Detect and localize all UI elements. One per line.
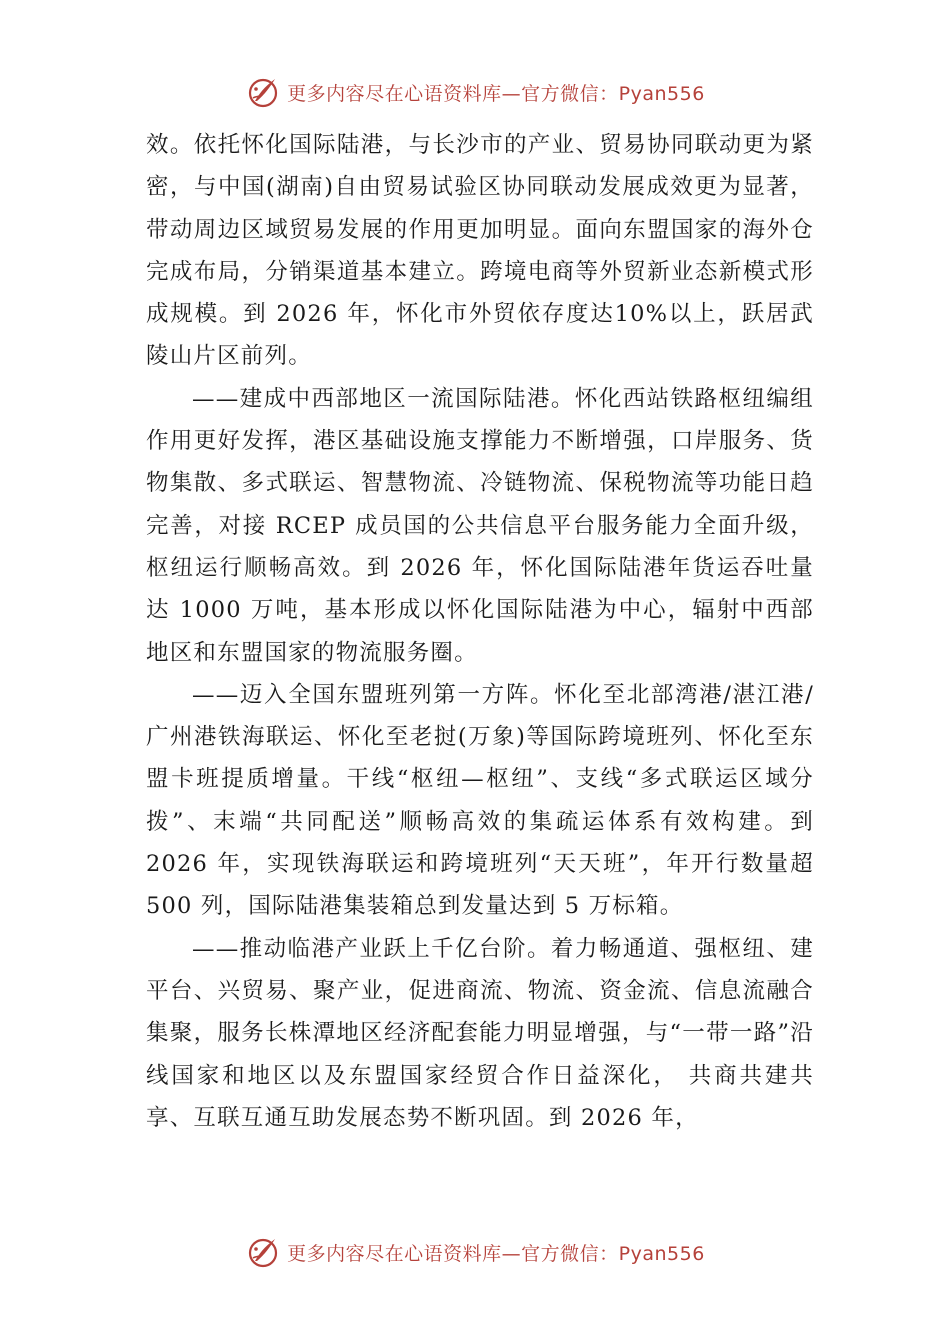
watermark-footer (0, 1232, 950, 1272)
quill-logo-icon (245, 1234, 281, 1270)
paragraph: ——建成中西部地区一流国际陆港。怀化西站铁路枢纽编组作用更好发挥，港区基础设施支撑能力不断增强，口岸服务、货物集散、多式联运、智慧物流、冷链物流、保税物流等功能日趋完善，对接 RCEP 成员国的公共信息平台服务能力全面升级，枢纽运行顺畅高效。到 2026 年，怀化国际陆港年货运吞吐量达 1000 万吨，基本形成以怀化国际陆港为中心，辐射中西部地区和东盟国家的物流服务圈。 (146, 385, 814, 666)
paragraph: ——推动临港产业跃上千亿台阶。着力畅通道、强枢纽、建平台、兴贸易、聚产业，促进商流、物流、资金流、信息流融合集聚，服务长株潭地区经济配套能力明显增强，与“一带一路”沿线国家和地区以及东盟国家经贸合作日益深化， 共商共建共享、互联互通互助发展态势不断巩固。到 2026 年， (146, 935, 814, 1131)
watermark-text: 更多内容尽在心语资料库—官方微信：Pyan556 (287, 1242, 705, 1265)
document-body (146, 124, 814, 1139)
paragraph: ——迈入全国东盟班列第一方阵。怀化至北部湾港/湛江港/广州港铁海联运、怀化至老挝(万象)等国际跨境班列、怀化至东盟卡班提质增量。干线“枢纽—枢纽”、支线“多式联运区域分拨”、末端“共同配送”顺畅高效的集疏运体系有效构建。到 2026 年，实现铁海联运和跨境班列“天天班”，年开行数量超 500 列，国际陆港集装箱总到发量达到 5 万标箱。 (146, 681, 814, 920)
watermark-text: 更多内容尽在心语资料库—官方微信：Pyan556 (287, 82, 705, 105)
quill-logo-icon (245, 74, 281, 110)
paragraph: 效。依托怀化国际陆港，与长沙市的产业、贸易协同联动更为紧密，与中国(湖南)自由贸易试验区协同联动发展成效更为显著，带动周边区域贸易发展的作用更加明显。面向东盟国家的海外仓完成布局，分销渠道基本建立。跨境电商等外贸新业态新模式形成规模。到 2026 年，怀化市外贸依存度达10%以上，跃居武陵山片区前列。 (146, 132, 814, 370)
watermark-header (0, 72, 950, 112)
